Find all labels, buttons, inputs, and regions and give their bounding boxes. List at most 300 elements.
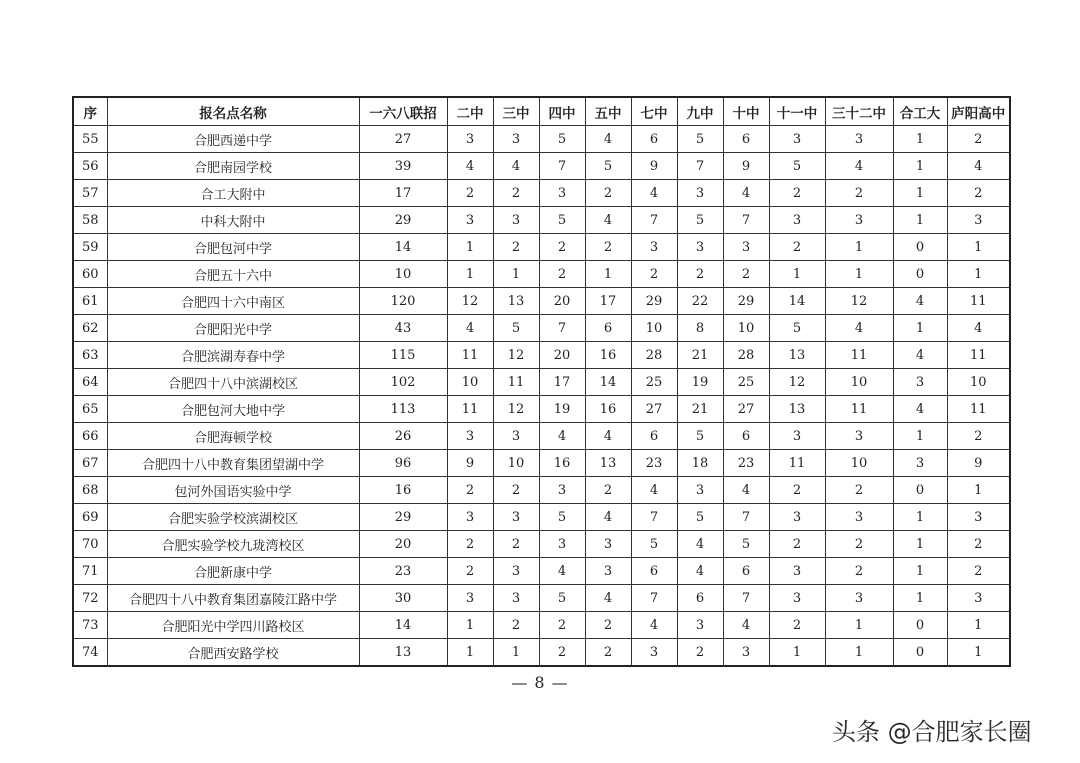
quota-cell: 9	[947, 450, 1010, 477]
quota-cell: 10	[359, 261, 447, 288]
quota-cell: 2	[585, 477, 631, 504]
quota-cell: 2	[947, 558, 1010, 585]
school-name-cell: 合肥西安路学校	[107, 639, 359, 667]
quota-cell: 3	[825, 207, 893, 234]
quota-cell: 11	[947, 288, 1010, 315]
quota-cell: 0	[893, 234, 947, 261]
quota-cell: 27	[359, 126, 447, 153]
quota-cell: 2	[493, 180, 539, 207]
quota-cell: 11	[947, 396, 1010, 423]
quota-cell: 2	[447, 477, 493, 504]
quota-cell: 2	[947, 423, 1010, 450]
quota-cell: 16	[585, 396, 631, 423]
quota-cell: 4	[825, 315, 893, 342]
quota-cell: 13	[585, 450, 631, 477]
quota-cell: 29	[723, 288, 769, 315]
school-name-cell: 合肥包河大地中学	[107, 396, 359, 423]
quota-cell: 4	[585, 423, 631, 450]
quota-cell: 10	[825, 369, 893, 396]
quota-cell: 12	[769, 369, 825, 396]
quota-cell: 6	[631, 558, 677, 585]
quota-cell: 11	[769, 450, 825, 477]
quota-cell: 1	[893, 315, 947, 342]
quota-cell: 5	[539, 126, 585, 153]
school-name-cell: 合肥阳光中学	[107, 315, 359, 342]
row-index-cell: 68	[73, 477, 107, 504]
table-row	[73, 234, 1010, 261]
quota-cell: 2	[677, 639, 723, 667]
row-index-cell: 60	[73, 261, 107, 288]
quota-cell: 17	[585, 288, 631, 315]
quota-cell: 4	[893, 396, 947, 423]
quota-cell: 1	[947, 477, 1010, 504]
quota-cell: 5	[539, 585, 585, 612]
quota-cell: 14	[585, 369, 631, 396]
quota-cell: 10	[631, 315, 677, 342]
school-name-cell: 合肥西递中学	[107, 126, 359, 153]
quota-cell: 5	[539, 207, 585, 234]
quota-cell: 19	[539, 396, 585, 423]
quota-cell: 29	[631, 288, 677, 315]
quota-cell: 13	[359, 639, 447, 667]
quota-cell: 3	[769, 423, 825, 450]
quota-cell: 2	[585, 639, 631, 667]
quota-cell: 6	[723, 558, 769, 585]
row-index-cell: 65	[73, 396, 107, 423]
quota-cell: 9	[631, 153, 677, 180]
quota-cell: 13	[769, 342, 825, 369]
quota-cell: 7	[539, 315, 585, 342]
quota-cell: 2	[493, 612, 539, 639]
quota-cell: 4	[947, 153, 1010, 180]
quota-cell: 14	[769, 288, 825, 315]
row-index-cell: 72	[73, 585, 107, 612]
quota-cell: 1	[493, 639, 539, 667]
quota-cell: 14	[359, 234, 447, 261]
quota-cell: 2	[825, 477, 893, 504]
quota-cell: 2	[493, 531, 539, 558]
quota-cell: 2	[493, 477, 539, 504]
quota-cell: 11	[825, 342, 893, 369]
quota-cell: 4	[947, 315, 1010, 342]
quota-cell: 14	[359, 612, 447, 639]
column-header: 报名点名称	[107, 97, 359, 126]
quota-cell: 115	[359, 342, 447, 369]
quota-cell: 3	[585, 531, 631, 558]
school-name-cell: 合肥四十八中教育集团嘉陵江路中学	[107, 585, 359, 612]
quota-cell: 7	[723, 207, 769, 234]
quota-cell: 1	[493, 261, 539, 288]
quota-cell: 1	[769, 261, 825, 288]
quota-cell: 1	[893, 126, 947, 153]
quota-cell: 4	[447, 315, 493, 342]
quota-cell: 7	[677, 153, 723, 180]
quota-cell: 4	[585, 585, 631, 612]
row-index-cell: 64	[73, 369, 107, 396]
table-row	[73, 288, 1010, 315]
quota-cell: 3	[631, 639, 677, 667]
quota-cell: 4	[447, 153, 493, 180]
quota-cell: 2	[447, 531, 493, 558]
quota-cell: 1	[893, 504, 947, 531]
row-index-cell: 71	[73, 558, 107, 585]
quota-cell: 3	[825, 126, 893, 153]
quota-cell: 3	[447, 423, 493, 450]
quota-cell: 3	[493, 126, 539, 153]
quota-cell: 0	[893, 261, 947, 288]
quota-cell: 17	[539, 369, 585, 396]
school-name-cell: 合肥新康中学	[107, 558, 359, 585]
quota-cell: 5	[677, 207, 723, 234]
quota-cell: 5	[677, 423, 723, 450]
quota-cell: 25	[631, 369, 677, 396]
table-row	[73, 261, 1010, 288]
quota-cell: 25	[723, 369, 769, 396]
quota-cell: 6	[585, 315, 631, 342]
page-number: — 8 —	[511, 673, 569, 692]
table-row	[73, 558, 1010, 585]
quota-cell: 5	[631, 531, 677, 558]
quota-cell: 3	[493, 504, 539, 531]
allocation-table	[72, 96, 1011, 667]
quota-cell: 3	[493, 207, 539, 234]
school-name-cell: 合肥四十六中南区	[107, 288, 359, 315]
row-index-cell: 58	[73, 207, 107, 234]
quota-cell: 4	[631, 180, 677, 207]
school-name-cell: 合肥阳光中学四川路校区	[107, 612, 359, 639]
quota-cell: 5	[677, 504, 723, 531]
quota-cell: 2	[493, 234, 539, 261]
allocation-table-container	[72, 96, 1009, 667]
quota-cell: 2	[585, 180, 631, 207]
quota-cell: 28	[723, 342, 769, 369]
quota-cell: 26	[359, 423, 447, 450]
quota-cell: 1	[893, 585, 947, 612]
quota-cell: 3	[631, 234, 677, 261]
quota-cell: 7	[631, 504, 677, 531]
quota-cell: 16	[585, 342, 631, 369]
quota-cell: 30	[359, 585, 447, 612]
quota-cell: 2	[825, 180, 893, 207]
quota-cell: 11	[447, 396, 493, 423]
row-index-cell: 74	[73, 639, 107, 667]
table-row	[73, 126, 1010, 153]
quota-cell: 20	[539, 342, 585, 369]
quota-cell: 4	[585, 504, 631, 531]
quota-cell: 2	[769, 612, 825, 639]
quota-cell: 3	[539, 180, 585, 207]
table-row	[73, 423, 1010, 450]
table-row	[73, 450, 1010, 477]
quota-cell: 4	[893, 288, 947, 315]
school-name-cell: 合肥实验学校滨湖校区	[107, 504, 359, 531]
quota-cell: 2	[947, 531, 1010, 558]
quota-cell: 2	[947, 126, 1010, 153]
quota-cell: 2	[677, 261, 723, 288]
table-row	[73, 315, 1010, 342]
quota-cell: 10	[447, 369, 493, 396]
quota-cell: 3	[825, 504, 893, 531]
quota-cell: 4	[539, 423, 585, 450]
quota-cell: 5	[585, 153, 631, 180]
quota-cell: 7	[631, 207, 677, 234]
quota-cell: 11	[447, 342, 493, 369]
quota-cell: 6	[723, 423, 769, 450]
quota-cell: 12	[447, 288, 493, 315]
quota-cell: 3	[769, 558, 825, 585]
quota-cell: 7	[631, 585, 677, 612]
quota-cell: 1	[947, 639, 1010, 667]
quota-cell: 27	[723, 396, 769, 423]
watermark-text: 头条 @合肥家长圈	[832, 718, 1032, 746]
table-row	[73, 504, 1010, 531]
quota-cell: 3	[893, 450, 947, 477]
quota-cell: 21	[677, 396, 723, 423]
quota-cell: 2	[769, 234, 825, 261]
quota-cell: 11	[947, 342, 1010, 369]
quota-cell: 3	[585, 558, 631, 585]
quota-cell: 1	[825, 234, 893, 261]
school-name-cell: 合工大附中	[107, 180, 359, 207]
quota-cell: 3	[677, 612, 723, 639]
quota-cell: 4	[825, 153, 893, 180]
quota-cell: 18	[677, 450, 723, 477]
quota-cell: 1	[893, 153, 947, 180]
quota-cell: 3	[677, 234, 723, 261]
quota-cell: 0	[893, 612, 947, 639]
quota-cell: 2	[539, 639, 585, 667]
quota-cell: 39	[359, 153, 447, 180]
column-header: 五中	[585, 97, 631, 126]
quota-cell: 1	[947, 261, 1010, 288]
quota-cell: 23	[359, 558, 447, 585]
table-header-row	[73, 97, 1010, 126]
row-index-cell: 67	[73, 450, 107, 477]
row-index-cell: 73	[73, 612, 107, 639]
quota-cell: 3	[447, 585, 493, 612]
quota-cell: 1	[893, 180, 947, 207]
quota-cell: 6	[631, 126, 677, 153]
quota-cell: 2	[769, 477, 825, 504]
quota-cell: 2	[825, 531, 893, 558]
quota-cell: 4	[585, 126, 631, 153]
quota-cell: 17	[359, 180, 447, 207]
quota-cell: 3	[769, 585, 825, 612]
row-index-cell: 63	[73, 342, 107, 369]
column-header: 三中	[493, 97, 539, 126]
quota-cell: 3	[769, 504, 825, 531]
school-name-cell: 中科大附中	[107, 207, 359, 234]
quota-cell: 2	[585, 612, 631, 639]
quota-cell: 3	[947, 504, 1010, 531]
quota-cell: 2	[585, 234, 631, 261]
table-row	[73, 396, 1010, 423]
quota-cell: 3	[539, 531, 585, 558]
row-index-cell: 61	[73, 288, 107, 315]
quota-cell: 4	[631, 612, 677, 639]
quota-cell: 1	[947, 612, 1010, 639]
row-index-cell: 70	[73, 531, 107, 558]
quota-cell: 3	[769, 207, 825, 234]
quota-cell: 22	[677, 288, 723, 315]
quota-cell: 1	[825, 639, 893, 667]
quota-cell: 3	[493, 585, 539, 612]
table-row	[73, 342, 1010, 369]
quota-cell: 4	[677, 531, 723, 558]
quota-cell: 3	[723, 639, 769, 667]
row-index-cell: 66	[73, 423, 107, 450]
quota-cell: 5	[539, 504, 585, 531]
quota-cell: 19	[677, 369, 723, 396]
row-index-cell: 62	[73, 315, 107, 342]
column-header: 十中	[723, 97, 769, 126]
quota-cell: 3	[825, 585, 893, 612]
quota-cell: 5	[769, 315, 825, 342]
quota-cell: 1	[447, 261, 493, 288]
quota-cell: 3	[947, 207, 1010, 234]
quota-cell: 4	[585, 207, 631, 234]
quota-cell: 120	[359, 288, 447, 315]
quota-cell: 3	[447, 126, 493, 153]
quota-cell: 11	[493, 369, 539, 396]
quota-cell: 1	[447, 639, 493, 667]
row-index-cell: 69	[73, 504, 107, 531]
quota-cell: 2	[447, 558, 493, 585]
column-header: 九中	[677, 97, 723, 126]
quota-cell: 1	[825, 612, 893, 639]
quota-cell: 2	[539, 612, 585, 639]
table-row	[73, 153, 1010, 180]
quota-cell: 6	[631, 423, 677, 450]
quota-cell: 10	[493, 450, 539, 477]
quota-cell: 12	[493, 342, 539, 369]
quota-cell: 8	[677, 315, 723, 342]
row-index-cell: 55	[73, 126, 107, 153]
school-name-cell: 包河外国语实验中学	[107, 477, 359, 504]
quota-cell: 11	[825, 396, 893, 423]
quota-cell: 0	[893, 477, 947, 504]
quota-cell: 4	[631, 477, 677, 504]
quota-cell: 5	[677, 126, 723, 153]
quota-cell: 1	[893, 423, 947, 450]
quota-cell: 13	[769, 396, 825, 423]
quota-cell: 5	[723, 531, 769, 558]
quota-cell: 21	[677, 342, 723, 369]
quota-cell: 23	[631, 450, 677, 477]
quota-cell: 6	[723, 126, 769, 153]
quota-cell: 9	[447, 450, 493, 477]
quota-cell: 10	[947, 369, 1010, 396]
quota-cell: 4	[723, 477, 769, 504]
quota-cell: 3	[447, 504, 493, 531]
school-name-cell: 合肥五十六中	[107, 261, 359, 288]
quota-cell: 0	[893, 639, 947, 667]
quota-cell: 2	[447, 180, 493, 207]
quota-cell: 1	[769, 639, 825, 667]
quota-cell: 7	[723, 585, 769, 612]
quota-cell: 4	[539, 558, 585, 585]
quota-cell: 3	[539, 477, 585, 504]
column-header: 序	[73, 97, 107, 126]
quota-cell: 3	[493, 558, 539, 585]
quota-cell: 20	[539, 288, 585, 315]
table-row	[73, 639, 1010, 667]
row-index-cell: 59	[73, 234, 107, 261]
column-header: 三十二中	[825, 97, 893, 126]
quota-cell: 3	[447, 207, 493, 234]
quota-cell: 3	[825, 423, 893, 450]
column-header: 一六八联招	[359, 97, 447, 126]
quota-cell: 113	[359, 396, 447, 423]
quota-cell: 5	[493, 315, 539, 342]
quota-cell: 1	[893, 531, 947, 558]
quota-cell: 7	[539, 153, 585, 180]
quota-cell: 2	[947, 180, 1010, 207]
column-header: 七中	[631, 97, 677, 126]
quota-cell: 4	[493, 153, 539, 180]
quota-cell: 2	[539, 234, 585, 261]
quota-cell: 1	[893, 558, 947, 585]
table-row	[73, 477, 1010, 504]
quota-cell: 12	[825, 288, 893, 315]
quota-cell: 3	[893, 369, 947, 396]
column-header: 庐阳高中	[947, 97, 1010, 126]
quota-cell: 3	[769, 126, 825, 153]
column-header: 四中	[539, 97, 585, 126]
quota-cell: 4	[677, 558, 723, 585]
quota-cell: 16	[539, 450, 585, 477]
school-name-cell: 合肥包河中学	[107, 234, 359, 261]
quota-cell: 1	[893, 207, 947, 234]
quota-cell: 23	[723, 450, 769, 477]
quota-cell: 29	[359, 504, 447, 531]
quota-cell: 3	[723, 234, 769, 261]
school-name-cell: 合肥海顿学校	[107, 423, 359, 450]
quota-cell: 1	[585, 261, 631, 288]
quota-cell: 10	[825, 450, 893, 477]
quota-cell: 4	[723, 180, 769, 207]
school-name-cell: 合肥四十八中教育集团望湖中学	[107, 450, 359, 477]
quota-cell: 1	[825, 261, 893, 288]
quota-cell: 5	[769, 153, 825, 180]
quota-cell: 4	[893, 342, 947, 369]
quota-cell: 6	[677, 585, 723, 612]
table-row	[73, 369, 1010, 396]
quota-cell: 27	[631, 396, 677, 423]
quota-cell: 2	[769, 531, 825, 558]
quota-cell: 7	[723, 504, 769, 531]
table-body	[73, 126, 1010, 667]
row-index-cell: 56	[73, 153, 107, 180]
quota-cell: 1	[947, 234, 1010, 261]
table-row	[73, 531, 1010, 558]
column-header: 合工大	[893, 97, 947, 126]
quota-cell: 2	[769, 180, 825, 207]
quota-cell: 9	[723, 153, 769, 180]
quota-cell: 13	[493, 288, 539, 315]
school-name-cell: 合肥四十八中滨湖校区	[107, 369, 359, 396]
school-name-cell: 合肥南园学校	[107, 153, 359, 180]
quota-cell: 43	[359, 315, 447, 342]
table-row	[73, 207, 1010, 234]
quota-cell: 4	[723, 612, 769, 639]
quota-cell: 2	[723, 261, 769, 288]
quota-cell: 3	[677, 477, 723, 504]
table-row	[73, 612, 1010, 639]
quota-cell: 29	[359, 207, 447, 234]
school-name-cell: 合肥实验学校九珑湾校区	[107, 531, 359, 558]
quota-cell: 20	[359, 531, 447, 558]
